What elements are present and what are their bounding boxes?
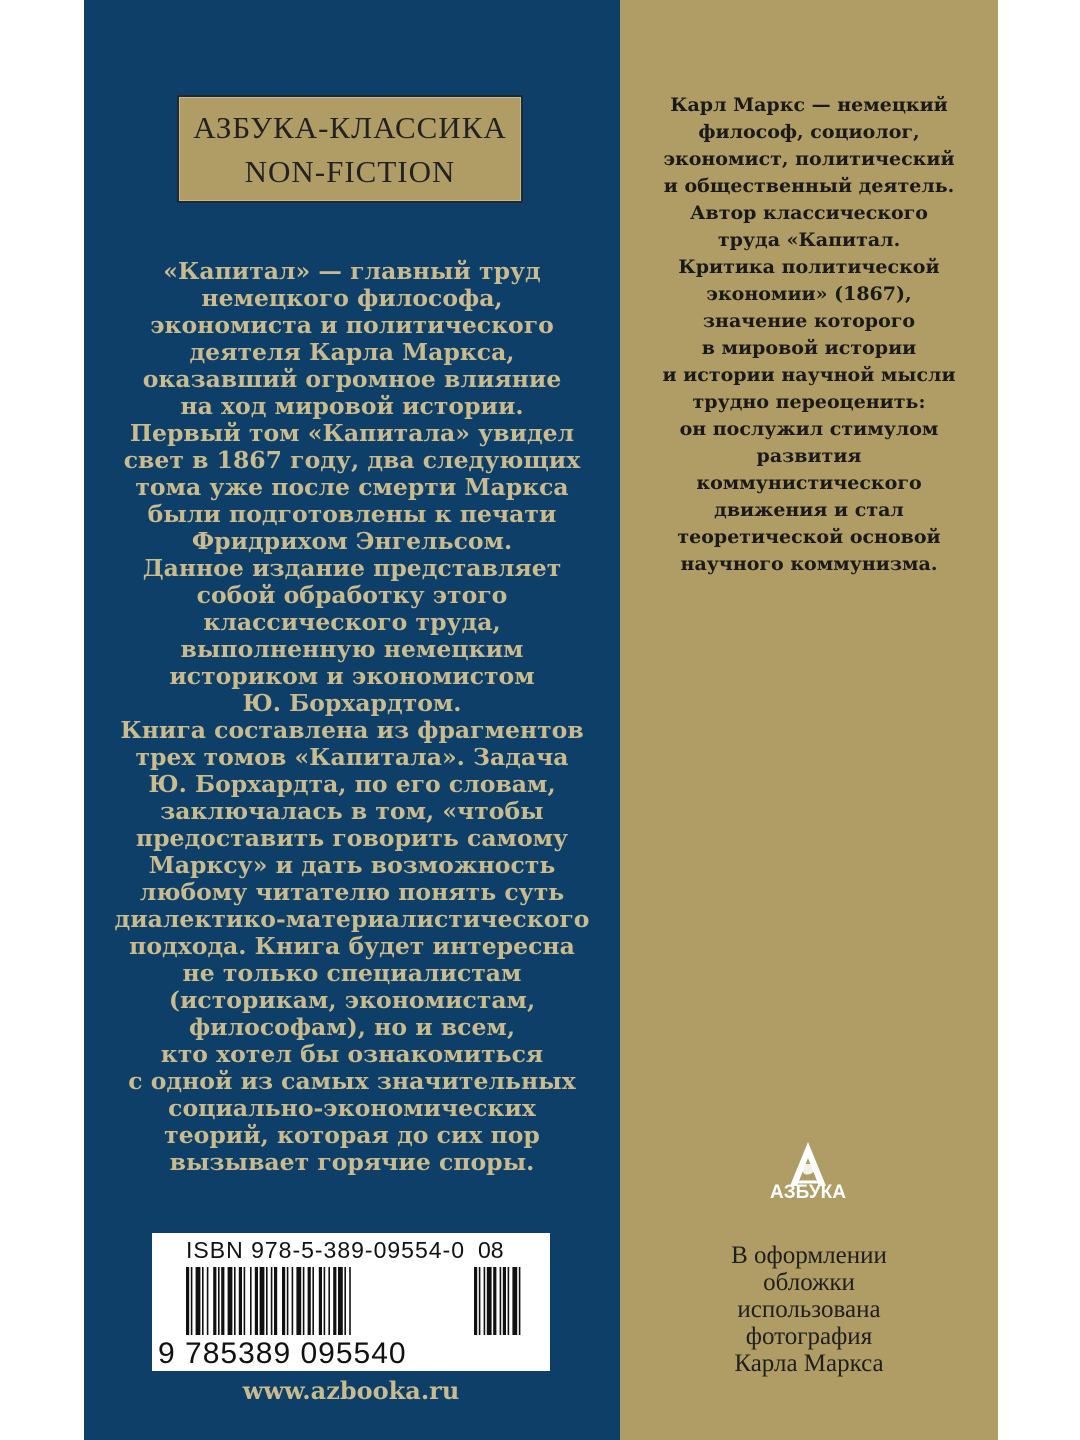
description-line: немецкого философа, [201, 284, 503, 312]
barcode-digits: 9 785389 095540 [158, 1337, 407, 1370]
description-line: историком и экономистом [169, 662, 535, 690]
barcode-bars [152, 1267, 550, 1339]
description-line: «Капитал» — главный труд [163, 257, 541, 285]
series-name: АЗБУКА-КЛАССИКА [193, 110, 507, 145]
author-bio [650, 92, 968, 578]
description-line: диалектико-материалистического [114, 905, 590, 933]
bio-line: Автор классического [690, 202, 928, 224]
description-line: заключалась в том, «чтобы [160, 797, 544, 825]
bio-line: научного коммунизма. [680, 553, 938, 575]
description-line: Марксу» и дать возможность [148, 851, 556, 879]
description-line: (историкам, экономистам, [168, 986, 536, 1014]
credit-line: Карла Маркса [734, 1350, 884, 1377]
left-blue-panel [84, 0, 620, 1440]
description-line: собой обработку этого [196, 581, 508, 609]
bio-line: значение которого [702, 310, 916, 332]
description-line: Книга составлена из фрагментов [120, 716, 584, 744]
description-line: Фридрихом Энгельсом. [191, 527, 513, 555]
description-line: философам), но и всем, [188, 1013, 516, 1041]
bio-line: он послужил стимулом [679, 418, 939, 440]
publisher-logo-text: АЗБУКА [770, 1182, 846, 1203]
bio-line: Карл Маркс — немецкий [670, 94, 948, 116]
description-line: трех томов «Капитала». Задача [135, 743, 569, 771]
description-line: Данное издание представляет [142, 554, 562, 582]
credit-line: В оформлении [731, 1242, 887, 1269]
bio-line: развития [756, 445, 862, 467]
description-line: на ход мировой истории. [180, 392, 524, 420]
description-line: социально-экономических [168, 1094, 536, 1122]
isbn-number: ISBN 978-5-389-09554-0 [186, 1237, 465, 1263]
description-line: экономиста и политического [150, 311, 554, 339]
description-line: кто хотел бы ознакомиться [160, 1040, 544, 1068]
publisher-website: www.azbooka.ru [242, 1376, 460, 1405]
bio-line: Критика политической [678, 256, 940, 278]
bio-line: экономист, политический [663, 148, 955, 170]
description-line: оказавший огромное влияние [142, 365, 562, 393]
credit-line: обложки [763, 1269, 855, 1296]
credit-line: фотография [745, 1323, 873, 1350]
description-line: свет в 1867 году, два следующих [123, 446, 581, 474]
description-line: классического труда, [203, 608, 501, 636]
book-back-cover [84, 0, 998, 1440]
description-line: были подготовлены к печати [147, 500, 557, 528]
right-gold-panel [620, 0, 998, 1440]
isbn-barcode [152, 1233, 550, 1371]
bio-line: теоретической основой [677, 526, 941, 548]
bio-line: труда «Капитал. [717, 229, 901, 251]
series-subtitle: NON-FICTION [244, 154, 456, 189]
cover-credit [650, 1242, 968, 1377]
description-line: не только специалистам [182, 959, 522, 987]
description-line: Первый том «Капитала» увидел [129, 419, 575, 447]
bio-line: и истории научной мысли [662, 364, 956, 386]
description-line: предоставить говорить самому [135, 824, 569, 852]
bio-line: и общественный деятель. [663, 175, 955, 197]
bio-line: экономии» (1867), [706, 283, 912, 305]
book-description [114, 258, 590, 1176]
description-line: Ю. Борхардтом. [242, 689, 462, 717]
description-line: тома уже после смерти Маркса [135, 473, 569, 501]
description-line: деятеля Карла Маркса, [189, 338, 515, 366]
description-line: Ю. Борхардта, по его словам, [148, 770, 556, 798]
barcode-addon-code: 08 [478, 1237, 504, 1263]
description-line: любому читателю понять суть [139, 878, 565, 906]
bio-line: философ, социолог, [698, 121, 920, 143]
bio-line: трудно переоценить: [692, 391, 926, 413]
description-line: вызывает горячие споры. [169, 1148, 535, 1176]
bio-line: движения и стал [714, 499, 904, 521]
description-line: выполненную немецким [180, 635, 524, 663]
description-line: теорий, которая до сих пор [164, 1121, 540, 1149]
description-line: подхода. Книга будет интересна [129, 932, 575, 960]
description-line: с одной из самых значительных [128, 1067, 576, 1095]
series-label-box [177, 95, 523, 203]
bio-line: коммунистического [696, 472, 922, 494]
bio-line: в мировой истории [701, 337, 917, 359]
credit-line: использована [737, 1296, 881, 1323]
